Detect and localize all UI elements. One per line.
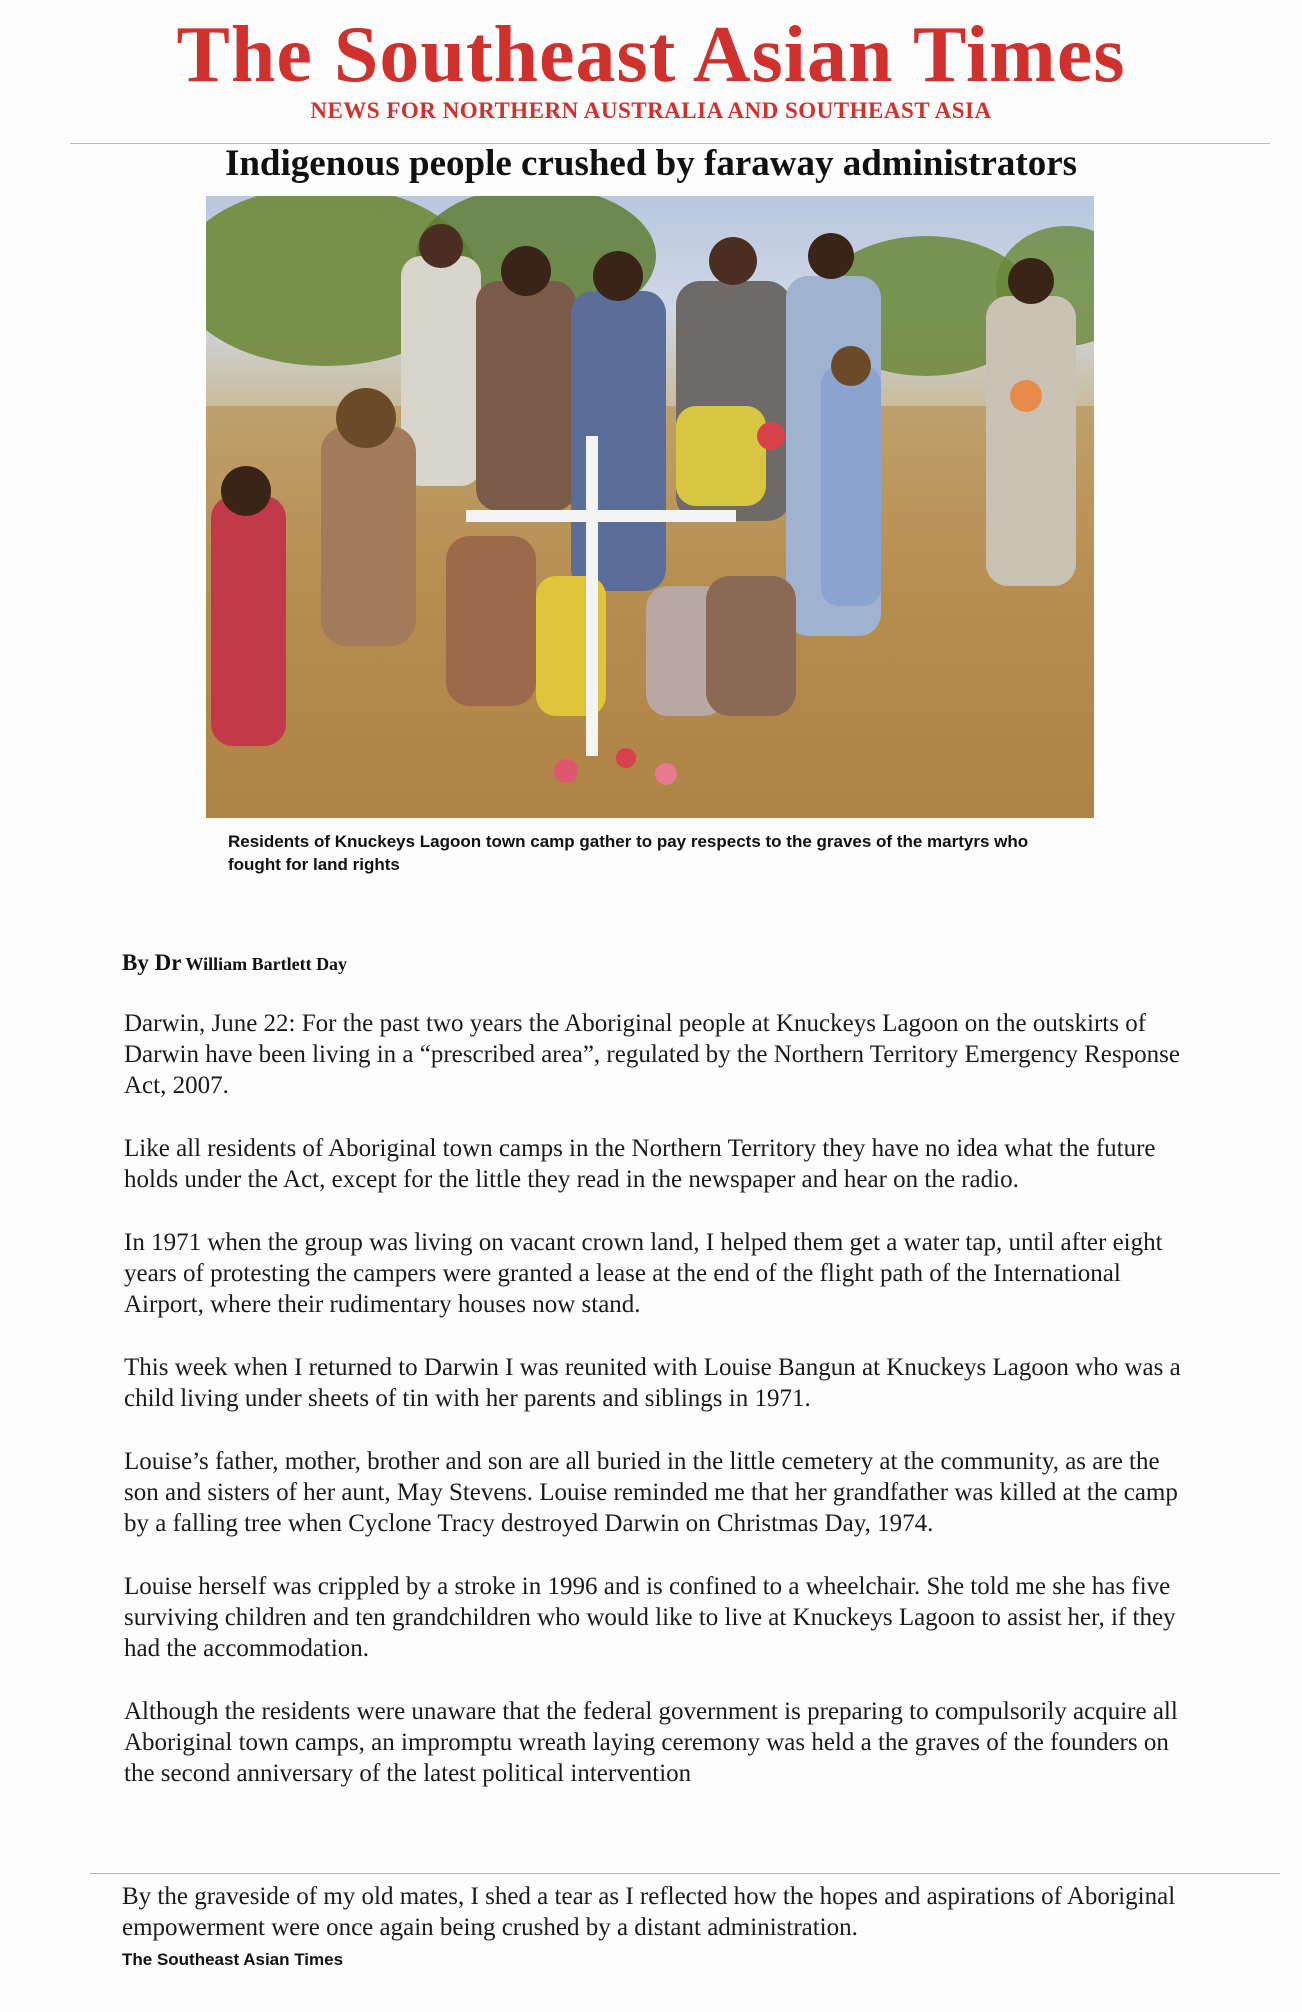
paragraph: Like all residents of Aboriginal town camps in the Northern Territory they have no idea what the future holds under the Act, except for the little they read in the newspaper and hear on the radio. <box>124 1135 1156 1193</box>
closing-divider <box>90 1873 1280 1874</box>
article-closing: By the graveside of my old mates, I shed a tear as I reflected how the hopes and aspirations of Aboriginal empowerment were once again being crushed by a distant administration. <box>122 1883 1176 1941</box>
article-body <box>124 1008 1184 1789</box>
byline-prefix: By Dr <box>122 950 182 975</box>
byline-author: William Bartlett Day <box>185 954 348 974</box>
photo-illustration <box>206 196 1094 818</box>
article-headline: Indigenous people crushed by faraway administrators <box>224 143 1078 184</box>
masthead-title: The Southeast Asian Times <box>176 11 1126 99</box>
paragraph: In 1971 when the group was living on vacant crown land, I helped them get a water tap, until after eight years of protesting the campers were granted a lease at the end of the flight path of the International Airport, where their rudimentary houses now stand. <box>124 1229 1163 1318</box>
paragraph: This week when I returned to Darwin I was reunited with Louise Bangun at Knuckeys Lagoon who was a child living under sheets of tin with her parents and siblings in 1971. <box>124 1354 1181 1412</box>
paragraph: Louise’s father, mother, brother and son are all buried in the little cemetery at the community, as are the son and sisters of her aunt, May Stevens. Louise reminded me that her grandfather was killed at the camp by a falling tree when Cyclone Tracy destroyed Darwin on Christmas Day, 1974. <box>124 1448 1178 1537</box>
paragraph: Darwin, June 22: For the past two years the Aboriginal people at Knuckeys Lagoon on the outskirts of Darwin have been living in a “prescribed area”, regulated by the Northern Territory Emergency Response Act, 2007. <box>124 1010 1180 1099</box>
paragraph: Although the residents were unaware that the federal government is preparing to compulsorily acquire all Aboriginal town camps, an impromptu wreath laying ceremony was held a the graves of the founders on the second anniversary of the latest political intervention <box>124 1698 1178 1787</box>
article-photo <box>206 196 1094 818</box>
byline <box>122 950 347 976</box>
paragraph: Louise herself was crippled by a stroke in 1996 and is confined to a wheelchair. She told me she has five surviving children and ten grandchildren who would like to live at Knuckeys Lagoon to assist her, if they had the accommodation. <box>124 1573 1176 1662</box>
masthead-tagline: NEWS FOR NORTHERN AUSTRALIA AND SOUTHEAST ASIA <box>310 98 992 123</box>
footer-publication: The Southeast Asian Times <box>122 1950 344 1969</box>
photo-caption: Residents of Knuckeys Lagoon town camp gather to pay respects to the graves of the martyrs who fought for land rights <box>228 832 1029 874</box>
